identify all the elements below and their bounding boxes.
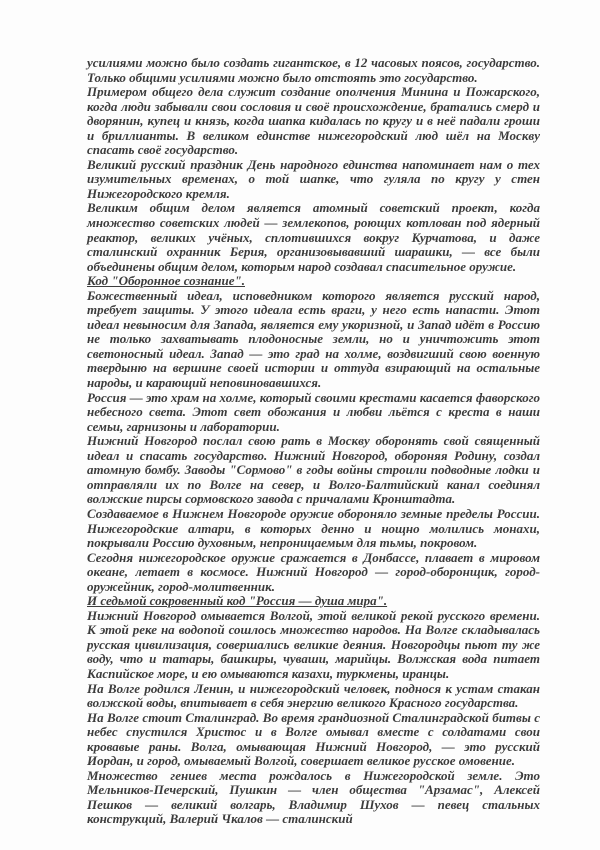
section-heading-russia-soul-of-world-code: И седьмой сокровенный код "Россия — душа мира". <box>87 593 388 609</box>
paragraph: Нижний Новгород омывается Волгой, этой великой рекой русского времени. К этой реке на водопой сошлось множество народов. На Волге складывалась русская цивилизация, совершались великие деяния. Новгородцы пьют ту же воду, что и татары, башкиры, чуваши, марийцы. Волжская вода питает Каспийское море, и ею омываются казахи, туркмены, иранцы. <box>87 607 540 681</box>
paragraph: Нижний Новгород послал свою рать в Москву оборонять свой священный идеал и спасать государство. Нижний Новгород, обороняя Родину, создал атомную бомбу. Заводы "Сормово" в годы войны строили подводные лодки и отправляли их по Волге на север, и Волго-Балтийский канал соединял волжские пирсы сормовского завода с причалами Кронштадта. <box>87 433 540 507</box>
paragraph-cut-off-at-page-end: Множество гениев места рождалось в Нижегородской земле. Это Мельников-Печерский, Пушкин — член общества "Арзамас", Алексей Пешков — великий волгарь, Владимир Шухов — певец стальных конструкций, Валерий Чкалов — сталинский <box>87 767 540 827</box>
section-heading-defense-consciousness-code: Код "Оборонное сознание". <box>87 273 245 289</box>
paragraph: Создаваемое в Нижнем Новгороде оружие обороняло земные пределы России. Нижегородские алтари, в которых денно и нощно молились монахи, покрывали Россию духовным, непроницаемым для тьмы, покровом. <box>87 505 540 551</box>
text-block <box>87 56 540 827</box>
paragraph: На Волге родился Ленин, и нижегородский человек, поднося к устам стакан волжской воды, впитывает в себя энергию великого Красного государства. <box>87 680 540 711</box>
paragraph: Сегодня нижегородское оружие сражается в Донбассе, плавает в мировом океане, летает в космосе. Нижний Новгород — город-оборонщик, город-оружейник, город-молитвенник. <box>87 549 540 594</box>
paragraph: Россия — это храм на холме, который своими крестами касается фаворского небесного света. Этот свет обожания и любви льётся с креста в наши семьи, гарнизоны и лаборатории. <box>87 389 540 434</box>
paragraph-continued-from-previous-page: усилиями можно было создать гигантское, в 12 часовых поясов, государство. Только общими усилиями можно было отстоять это государство. <box>87 55 540 85</box>
paragraph: Великий русский праздник День народного единства напоминает нам о тех изумительных временах, о той шапке, что гуляла по кругу у стен Нижегородского кремля. <box>87 156 540 201</box>
paragraph: На Волге стоит Сталинград. Во время грандиозной Сталинградской битвы с небес спустился Христос и в Волге омывал вместе с солдатами свои кровавые раны. Волга, омывающая Нижний Новгород, — это русский Иордан, и город, омываемый Волгой, совершает великое русское омовение. <box>87 709 540 769</box>
paragraph: Примером общего дела служит создание ополчения Минина и Пожарского, когда люди забывали свои сословия и своё происхождение, братались смерд и дворянин, купец и князь, когда шапка кидалась по кругу и в неё падали гроши и бриллианты. В великом единстве нижегородский люд шёл на Москву спасать своё государство. <box>87 84 540 158</box>
paragraph: Великим общим делом является атомный советский проект, когда множество советских людей — землекопов, роющих котлован под ядерный реактор, великих учёных, сплотившихся вокруг Курчатова, и даже сталинский охранник Берия, организовывавший шарашки, — все были объединены общим делом, которым народ создавал спасительное оружие. <box>87 200 540 274</box>
paragraph: Божественный идеал, исповедником которого является русский народ, требует защиты. У этого идеала есть враги, у него есть напасти. Этот идеал невыносим для Запада, является ему укоризной, и Запад идёт в Россию не только захватывать плодоносные земли, но и уничтожить этот светоносный идеал. Запад — это град на холме, воздвигший свою военную твердыню на вершине своей истории и оттуда взирающий на остальные народы, и карающий неповиновавшихся. <box>87 287 540 391</box>
